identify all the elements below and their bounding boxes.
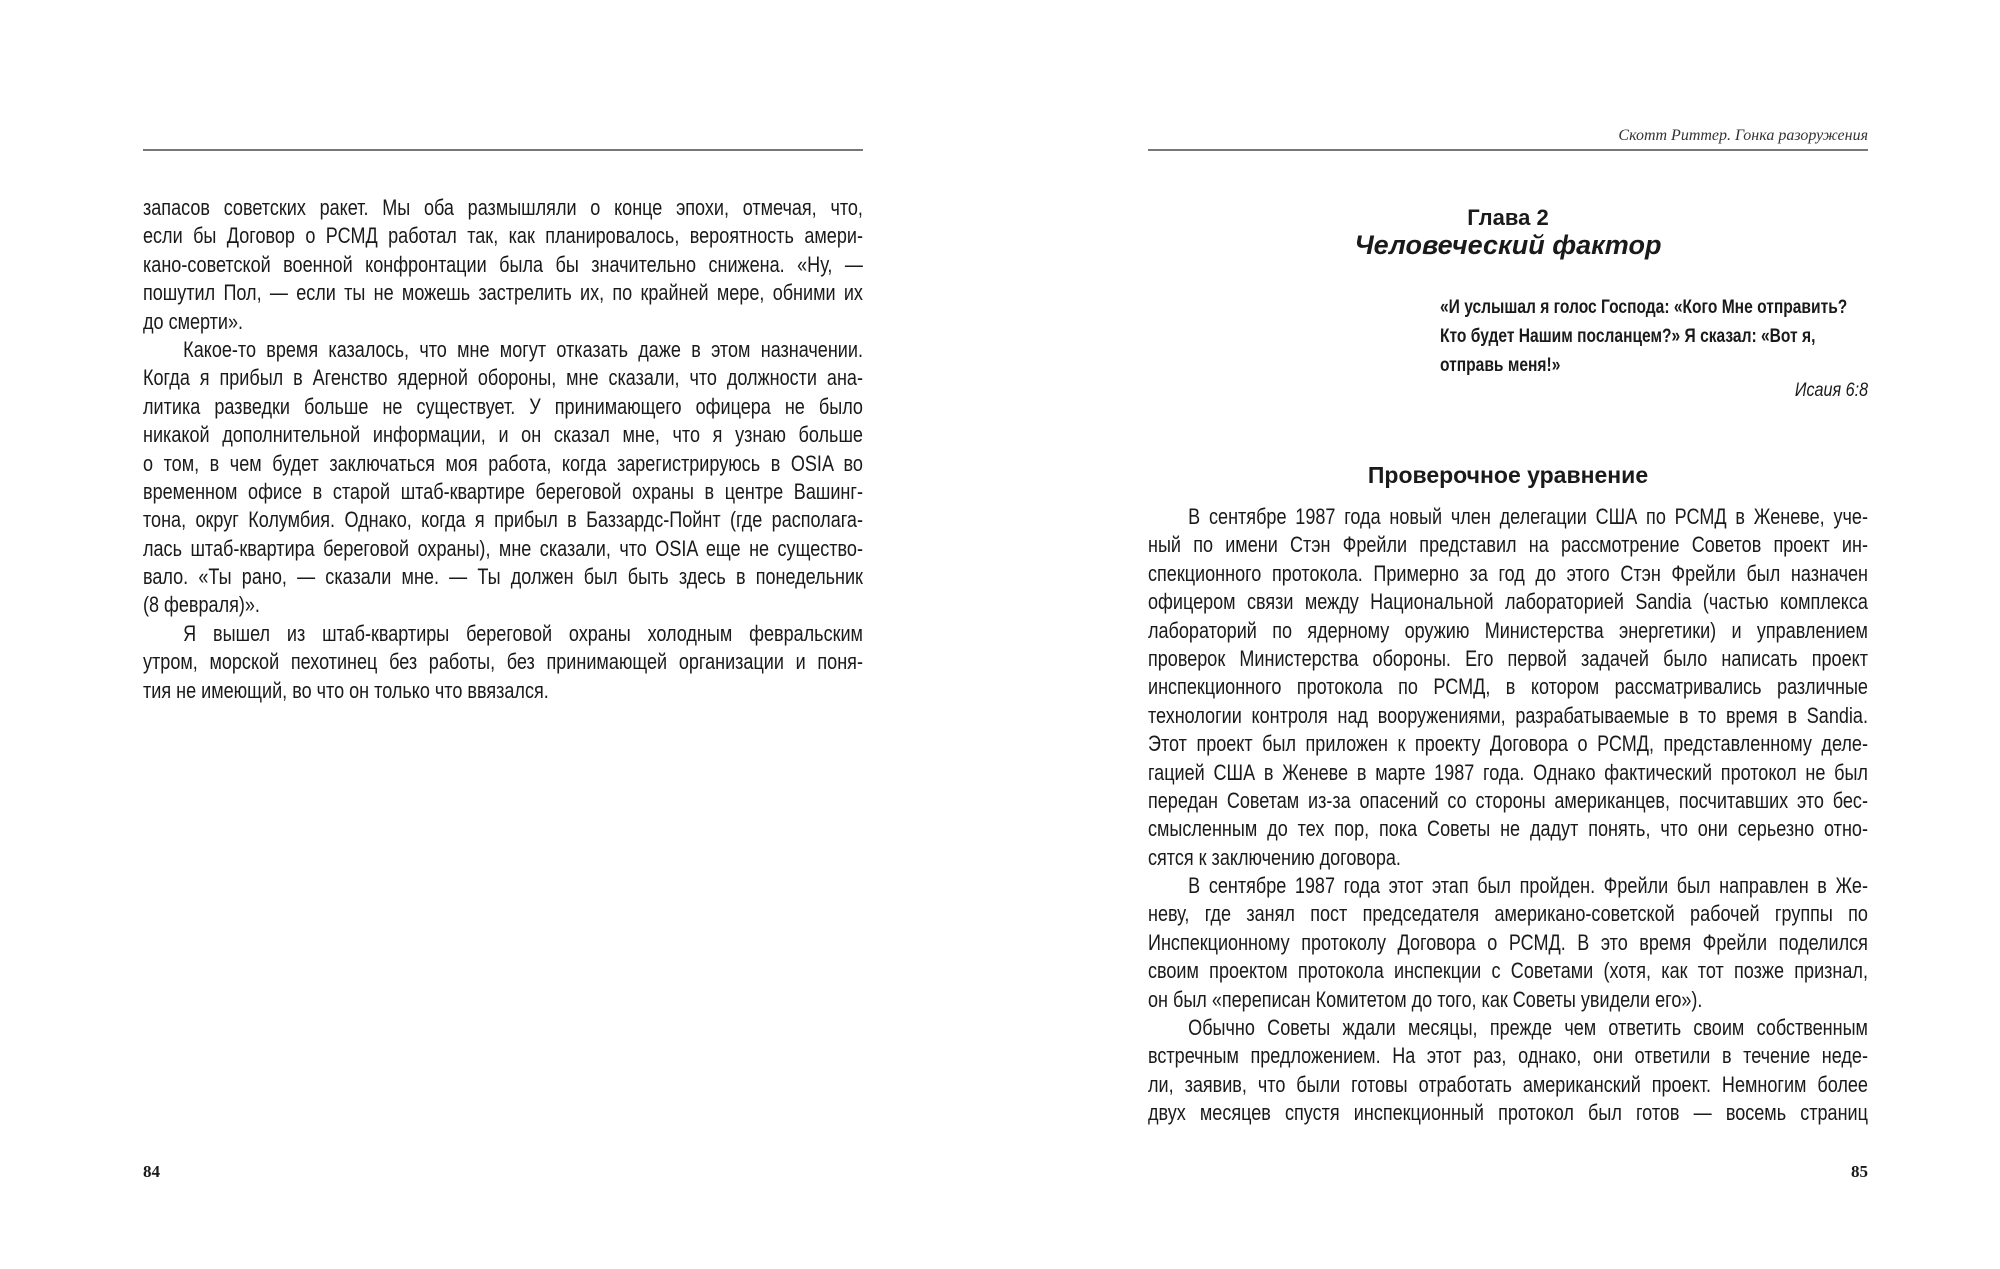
header-rule <box>143 149 863 151</box>
text-line-content: ли, заявив, что были готовы отработать американский проект. Немногим более <box>1148 1071 1868 1097</box>
text-line-content: до смерти». <box>143 308 244 334</box>
text-line <box>143 222 863 250</box>
text-line <box>143 194 863 222</box>
text-line-content: встречным предложением. На этот раз, однако, они ответили в течение неде- <box>1148 1043 1868 1069</box>
text-line-content: офицером связи между Национальной лабораторией Sandia (частью комплекса <box>1148 589 1868 615</box>
text-line <box>1148 900 1868 928</box>
page-number: 84 <box>143 1162 160 1181</box>
text-line-content: о том, в чем будет заключаться моя работа, когда зарегистрируюсь в OSIA во <box>143 450 863 476</box>
text-line <box>1148 957 1868 985</box>
text-line <box>143 251 863 279</box>
text-line-content: двух месяцев спустя инспекционный протокол был готов — восемь страниц <box>1148 1100 1868 1126</box>
text-line-content: утром, морской пехотинец без работы, без принимающей организации и поня- <box>143 649 863 675</box>
text-line-content: Я вышел из штаб-квартиры береговой охраны холодным февральским <box>183 620 863 646</box>
text-line <box>143 478 863 506</box>
text-line-content: лась штаб-квартира береговой охраны), мне сказали, что OSIA еще не существо- <box>143 535 863 561</box>
text-line-content: лабораторий по ядерному оружию Министерства энергетики) и управлением <box>1148 617 1868 643</box>
left-page-body <box>143 194 863 705</box>
epigraph-line <box>1440 322 1868 351</box>
left-page <box>143 0 863 1269</box>
text-line <box>143 563 863 591</box>
text-line <box>143 364 863 392</box>
text-line <box>143 336 863 364</box>
epigraph-line-content: отправь меня!» <box>1440 355 1561 376</box>
text-line <box>1148 929 1868 957</box>
text-line-content: вало. «Ты рано, — сказали мне. — Ты должен был быть здесь в понедельник <box>143 564 863 590</box>
text-line-content: временном офисе в старой штаб-квартире береговой охраны в центре Вашинг- <box>143 478 863 504</box>
page-number: 85 <box>1851 1162 1868 1181</box>
text-line <box>1148 787 1868 815</box>
text-line <box>1148 531 1868 559</box>
text-line-content: он был «переписан Комитетом до того, как Советы увидели его»). <box>1148 986 1703 1012</box>
text-line <box>1148 702 1868 730</box>
text-line-content: Этот проект был приложен к проекту Договора о РСМД, представленному деле- <box>1148 731 1868 757</box>
epigraph-line <box>1440 351 1868 380</box>
running-header: Скотт Риттер. Гонка разоружения <box>1618 127 1868 144</box>
text-line <box>1148 588 1868 616</box>
epigraph-line <box>1440 293 1868 322</box>
text-line-content: тия не имеющий, во что он только что ввязался. <box>143 677 549 703</box>
text-line-content: инспекционного протокола по РСМД, в котором рассматривались различные <box>1148 674 1868 700</box>
text-line-content: кано-советской военной конфронтации была бы значительно снижена. «Ну, — <box>143 251 863 277</box>
text-line <box>1148 645 1868 673</box>
text-line-content: никакой дополнительной информации, и он сказал мне, что я узнаю больше <box>143 422 863 448</box>
text-line <box>1148 759 1868 787</box>
text-line <box>1148 1071 1868 1099</box>
text-line <box>143 535 863 563</box>
text-line <box>143 393 863 421</box>
text-line-content: В сентябре 1987 года этот этап был пройден. Фрейли был направлен в Же- <box>1188 873 1868 899</box>
text-line-content: (8 февраля)». <box>143 592 260 618</box>
text-line-content: Обычно Советы ждали месяцы, прежде чем ответить своим собственным <box>1188 1015 1868 1041</box>
text-line <box>1148 1014 1868 1042</box>
text-line <box>1148 986 1868 1014</box>
text-line <box>143 506 863 534</box>
epigraph <box>1440 293 1868 380</box>
text-line <box>143 279 863 307</box>
text-line-content: пошутил Пол, — если ты не можешь застрелить их, по крайней мере, обними их <box>143 280 863 306</box>
text-line <box>1148 617 1868 645</box>
text-line-content: тона, округ Колумбия. Однако, когда я прибыл в Баззардс-Пойнт (где располага- <box>143 507 863 533</box>
text-line <box>1148 673 1868 701</box>
paragraph <box>143 620 863 705</box>
text-line-content: Когда я прибыл в Агенство ядерной обороны, мне сказали, что должности ана- <box>143 365 863 391</box>
paragraph <box>1148 1014 1868 1128</box>
text-line-content: своим проектом протокола инспекции с Советами (хотя, как тот позже признал, <box>1148 958 1868 984</box>
right-page <box>1148 0 1868 1269</box>
header-rule <box>1148 149 1868 151</box>
text-line <box>1148 815 1868 843</box>
text-line-content: литика разведки больше не существует. У принимающего офицера не было <box>143 393 863 419</box>
text-line <box>1148 1042 1868 1070</box>
text-line <box>1148 503 1868 531</box>
text-line <box>143 648 863 676</box>
right-page-body <box>1148 503 1868 1128</box>
text-line-content: гацией США в Женеве в марте 1987 года. Однако фактический протокол не был <box>1148 759 1868 785</box>
text-line <box>143 450 863 478</box>
text-line-content: Инспекционному протоколу Договора о РСМД. В это время Фрейли поделился <box>1148 929 1868 955</box>
text-line-content: неву, где занял пост председателя американо-советской рабочей группы по <box>1148 901 1868 927</box>
paragraph <box>1148 503 1868 872</box>
epigraph-line-content: «И услышал я голос Господа: «Кого Мне отправить? <box>1440 297 1848 318</box>
chapter-title: Человеческий фактор <box>1354 230 1662 260</box>
text-line-content: технологии контроля над вооружениями, разрабатываемые в то время в Sandia. <box>1148 702 1868 728</box>
text-line <box>143 308 863 336</box>
text-line <box>1148 872 1868 900</box>
paragraph <box>1148 872 1868 1014</box>
text-line <box>143 591 863 619</box>
text-line <box>1148 844 1868 872</box>
section-title: Проверочное уравнение <box>1367 462 1649 488</box>
chapter-label: Глава 2 <box>1467 205 1549 230</box>
paragraph <box>143 194 863 336</box>
text-line <box>1148 560 1868 588</box>
text-line-content: смысленным до тех пор, пока Советы не дадут понять, что они серьезно отно- <box>1148 816 1868 842</box>
text-line-content: спекционного протокола. Примерно за год до этого Стэн Фрейли был назначен <box>1148 560 1868 586</box>
text-line-content: если бы Договор о РСМД работал так, как планировалось, вероятность амери- <box>143 223 863 249</box>
paragraph <box>143 336 863 620</box>
text-line-content: передан Советам из-за опасений со стороны американцев, посчитавших это бес- <box>1148 787 1868 813</box>
text-line-content: Какое-то время казалось, что мне могут отказать даже в этом назначении. <box>183 336 863 362</box>
text-line <box>1148 730 1868 758</box>
epigraph-line-content: Кто будет Нашим посланцем?» Я сказал: «Вот я, <box>1440 326 1816 347</box>
text-line-content: проверок Министерства обороны. Его первой задачей было написать проект <box>1148 645 1868 671</box>
epigraph-source: Исаия 6:8 <box>1794 380 1868 401</box>
text-line <box>1148 1099 1868 1127</box>
text-line-content: сятся к заключению договора. <box>1148 844 1401 870</box>
text-line-content: В сентябре 1987 года новый член делегации США по РСМД в Женеве, уче- <box>1188 504 1868 529</box>
text-line-content: запасов советских ракет. Мы оба размышляли о конце эпохи, отмечая, что, <box>143 195 863 220</box>
text-line <box>143 421 863 449</box>
text-line <box>143 620 863 648</box>
text-line <box>143 677 863 705</box>
text-line-content: ный по имени Стэн Фрейли представил на рассмотрение Советов проект ин- <box>1148 532 1868 558</box>
